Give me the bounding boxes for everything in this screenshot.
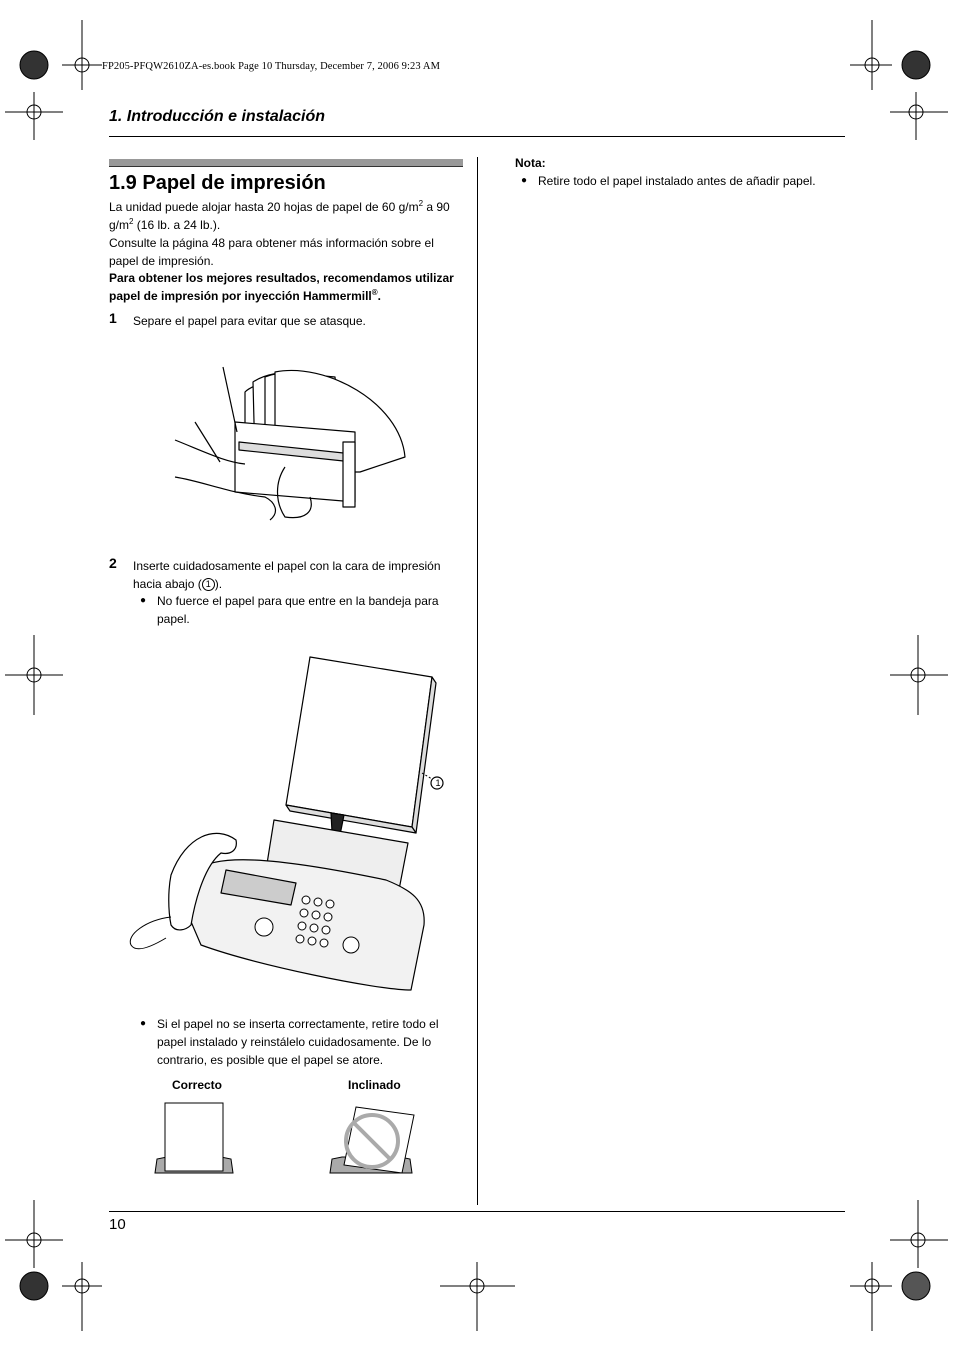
step-2-text: Inserte cuidadosamente el papel con la cara de impresión hacia abajo ( 1 ). [133, 559, 441, 591]
header-rule [109, 136, 845, 137]
section-bar [109, 159, 463, 166]
tilted-paper-illustration [328, 1101, 418, 1175]
chapter-title: 1. Introducción e instalación [109, 108, 326, 125]
label-tilted: Inclinado [348, 1078, 401, 1092]
bullet-no-force [140, 592, 465, 628]
bullet-no-force-text: No fuerce el papel para que entre en la bandeja para papel. [157, 594, 439, 626]
callout-marker: 1 [435, 778, 441, 788]
section-bar-line [109, 166, 463, 167]
intro-paragraph-bold: Para obtener los mejores resultados, recomendamos utilizar papel de impresión por inyección Hammermill®. [109, 271, 454, 303]
footer-rule [109, 1211, 845, 1212]
intro-paragraph-1: La unidad puede alojar hasta 20 hojas de papel de 60 $g/m^2$ a 90 $g/m^2$ (16 lb. a 24 lb.). [109, 199, 450, 232]
bullet-dot: ● [521, 175, 528, 186]
callout-marker-inline: 1 [202, 578, 215, 591]
bullet-incorrect-text: Si el papel no se inserta correctamente, retire todo el papel instalado y reinstálelo cuidadosamente. De lo contrario, es posible que el papel se atore. [157, 1017, 439, 1067]
correct-paper-illustration [153, 1101, 235, 1175]
bullet-dot: ● [140, 595, 147, 606]
section-title: 1.9 Papel de impresión [109, 172, 326, 194]
print-header: FP205-PFQW2610ZA-es.book Page 10 Thursday, December 7, 2006 9:23 AM [102, 61, 441, 72]
step-1-text: Separe el papel para evitar que se atasque. [133, 314, 366, 328]
fan-paper-illustration [175, 362, 415, 522]
note-bullet-text: Retire todo el papel instalado antes de añadir papel. [538, 174, 816, 188]
note-bullet [521, 172, 851, 190]
step-1-number: 1 [109, 310, 117, 326]
bullet-dot: ● [140, 1018, 147, 1029]
step-2-number: 2 [109, 555, 117, 571]
fax-machine-illustration [126, 655, 446, 995]
page-number: 10 [109, 1216, 126, 1233]
note-title: Nota: [515, 156, 546, 170]
bullet-incorrect [140, 1015, 465, 1069]
label-correct: Correcto [172, 1078, 223, 1092]
intro-paragraph-2: Consulte la página 48 para obtener más información sobre el papel de impresión. [109, 236, 434, 268]
column-divider [477, 157, 478, 1205]
